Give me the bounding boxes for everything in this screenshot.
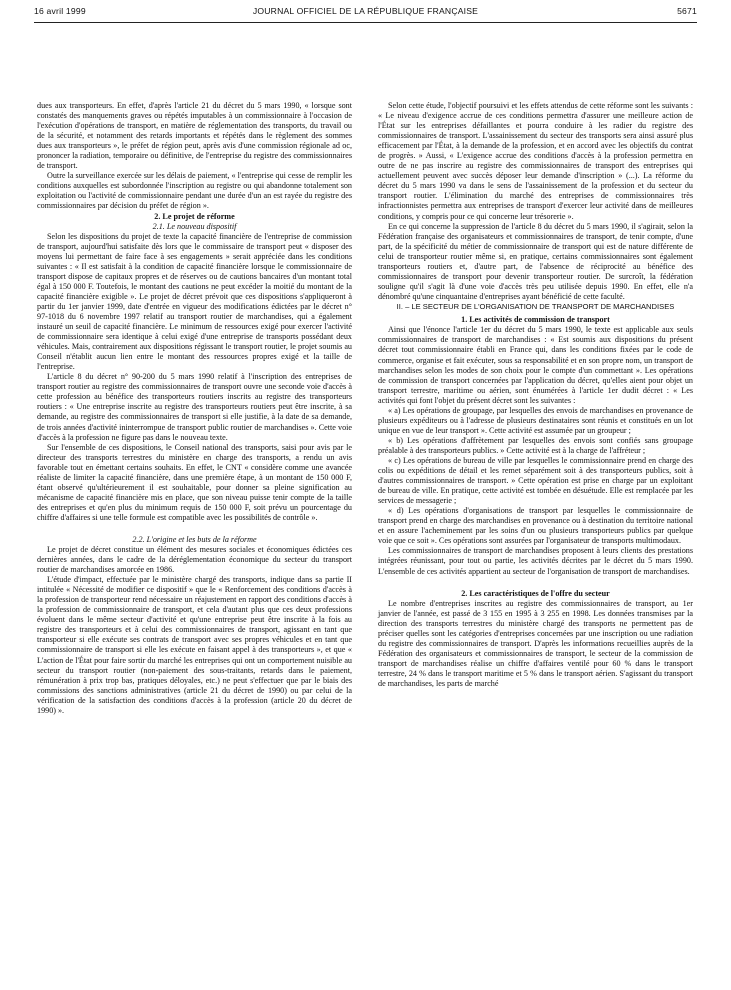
right-column	[378, 101, 693, 689]
paragraph: dues aux transporteurs. En effet, d'après l'article 21 du décret du 5 mars 1990, « lorsque sont constatés des manquements graves ou répétés imputables à un commissionnaire à l'occasion de l'exécution d'opérations de transport, en matière de réglementation des transports, du travail ou de la sécurité, et notamment des retards importants et répétés dans le règlement des sommes dues aux transporteurs », le préfet de région peut, après avis d'une commission régionale ad oc, prononcer la radiation, temporaire ou définitive, de l'entreprise du registre des commissionnaires de transport.	[37, 101, 352, 171]
paragraph: Le nombre d'entreprises inscrites au registre des commissionnaires de transport, au 1er janvier de l'année, est passé de 3 155 en 1995 à 3 255 en 1998. Les données transmises par la direction des transports terrestres du ministère chargé des transports ne permettent pas de préciser quelles sont les catégories d'entreprises concernées par une inscription ou une radiation du registre des commissionnaires de transport. D'après les informations recueillies auprès de la Fédération des organisateurs et commissionnaires de transport, le secteur de la commission de transport de marchandises réalise un chiffre d'affaires ventilé pour 60 % dans le transport terrestre, 24 % dans le transport maritime et 5 % dans le transport aérien. S'agissant du transport de marchandises, les parts de marché	[378, 598, 693, 688]
paragraph: Selon cette étude, l'objectif poursuivi et les effets attendus de cette réforme sont les suivants : « Le niveau d'exigence accrue de ces conditions permettra d'assurer une meilleure action de l'État sur les entreprises défaillantes et pourra conduire à les radier du registre des commissionnaires de transport. L'assainissement du secteur des transports sera ainsi assuré plus efficacement par l'État, à la demande de la profession, et en accord avec les objectifs du contrat de progrès. » Aussi, « L'exigence accrue des conditions d'accès à la profession permettra en outre de ne pas inscrire au registre des commissionnaires de transport des entreprises qui actuellement peuvent avec succès déposer leur demande d'inscription » (...). La réforme du décret du 5 mars 1990 va dans le sens de l'assainissement de la profession et du secteur du transport routier. L'élimination du marché des entreprises de commissionnaires très infractionnistes permettra aux entreprises de transport d'exercer leur activité dans de meilleures conditions, y compris pour ce qui concerne leur trésorerie ».	[378, 101, 693, 221]
section-heading: 2. Le projet de réforme	[154, 211, 235, 221]
paragraph: Sur l'ensemble de ces dispositions, le Conseil national des transports, saisi pour avis par le directeur des transports terrestres du ministère en charge des transports, a rendu un avis favorable tout en émettant certains souhaits. En effet, le CNT « considère comme une avancée réaliste de limiter la capacité financière, dans une première étape, à un montant de 150 000 F, étant observé qu'ultérieurement il est souhaitable, pour donner sa pleine signification au mécanisme de capacité financière mis en place, que son niveau puisse tenir compte de la taille des entreprises et qu'en plus du minimum requis de 150 000 F, soit prévu un pourcentage du chiffre d'affaires si une telle formule est compatible avec les possibilités de contrôle ».	[37, 442, 352, 522]
subsection-heading: 2.1. Le nouveau dispositif	[152, 221, 237, 231]
paragraph: Le projet de décret constitue un élément des mesures sociales et économiques édictées ces dernières années, dans le cadre de la déréglementation économique du secteur du transport routier de marchandises amorcée en 1986.	[37, 545, 352, 575]
paragraph: Ainsi que l'énonce l'article 1er du décret du 5 mars 1990, le texte est applicable aux seuls commissionnaires de transport de marchandises : « Est soumis aux dispositions du présent décret tout commissionnaire établi en France qui, dans les conditions fixées par le code de commerce, organise et fait exécuter, sous sa responsabilité et en son propre nom, un transport de marchandises selon les modes de son choix pour le compte d'un commettant ». Les opérations de commission de transport concernées par l'application du décret, qu'elles aient pour objet un transport terrestre, maritime ou aérien, sont énumérées à l'article 1er dudit décret : « Les activités qui font l'objet du présent décret sont les suivantes :	[378, 325, 693, 405]
section-heading: 1. Les activités de commission de transport	[461, 315, 610, 325]
paragraph: Les commissionnaires de transport de marchandises proposent à leurs clients des prestations intégrées réunissant, pour tout ou partie, les activités décrites par le décret du 5 mars 1990. L'ensemble de ces activités appartient au secteur de l'organisation de transport de marchandises.	[378, 546, 693, 576]
paragraph: En ce qui concerne la suppression de l'article 8 du décret du 5 mars 1990, il s'agirait, selon la Fédération française des organisateurs et commissionnaires de transport, de tenir compte, d'une part, de la spécificité du métier de commissionnaire de transport qui est de nature différente de celui de transporteur routier même si, en pratique, certains commissionnaires sont également transporteurs routiers et, d'autre part, de l'absence de réciprocité au bénéfice des commissionnaires de transport pour devenir transporteur routier. De surcroît, la fédération souligne qu'il s'agit là d'une voie d'accès très peu utilisée depuis 1990. En effet, elle n'a dénombré qu'une cinquantaine d'entreprises ayant bénéficié de cette faculté.	[378, 221, 693, 301]
header-page-number: 5671	[677, 6, 697, 16]
page-header	[34, 6, 697, 20]
list-item: « d) Les opérations d'organisations de transport par lesquelles le commissionnaire de transport prend en charge des marchandises en provenance ou à destination du territoire national et en assure l'acheminement par les soins d'un ou plusieurs transporteurs publics par quelque voie que ce soit ». Ces opérations sont assurées par l'organisateur de transports multimodaux.	[378, 506, 693, 546]
header-journal-title: JOURNAL OFFICIEL DE LA RÉPUBLIQUE FRANÇAISE	[252, 6, 479, 16]
left-column	[37, 101, 352, 716]
header-rule	[34, 22, 697, 23]
paragraph: L'étude d'impact, effectuée par le ministère chargé des transports, indique dans sa partie II intitulée « Nécessité de modifier ce dispositif » que le « Renforcement des conditions d'accès à la profession de transporteur rend nécessaire un réajustement en rapport des conditions d'accès à la profession de commissionnaire de transport, et cela d'autant plus que ces deux professions évoluent dans le même secteur d'activité et qu'une entreprise peut être inscrite à la fois au registre des transporteurs et à celui des commissionnaires de transport, agissant en tant que transporteur si elle exécute ses contrats de transport avec ses propres véhicules et en tant que commissionnaire de transport si elle les exécute en faisant appel à des transporteurs », et que « L'action de l'État pour faire sortir du marché les entreprises qui ont un comportement nuisible au secteur du transport routier (non-paiement des sous-traitants, retards dans le paiement, rémunération à prix trop bas, pratiques déloyales, etc.) ne peut s'effectuer que par le biais des commissions des sanctions administratives (article 21 du décret de 1990) ou par celui de la vérification de la satisfaction des conditions d'accès à la profession (article 20 du décret de 1990) ».	[37, 575, 352, 715]
list-item: « c) Les opérations de bureau de ville par lesquelles le commissionnaire prend en charge des colis ou expéditions de détail et les remet séparément soit à des transporteurs publics, soit à d'autres commissionnaires de transport. » Cette opération est prise en charge par un exploitant de bureau de ville. En pratique, cette activité est tombée en désuétude. Elle est remplacée par les services de messagerie ;	[378, 456, 693, 506]
paragraph: Selon les dispositions du projet de texte la capacité financière de l'entreprise de commission de transport, aujourd'hui satisfaite dès lors que le commissaire de transport peut « disposer des moyens lui permettant de faire face à ses engagements » serait appréciée dans les conditions suivantes : « Il est satisfait à la condition de capacité financière lorsque le commissionnaire de transport dispose de capitaux propres et de réserves ou de cautions bancaires d'un montant total égal à 150 000 F. Toutefois, le montant des cautions ne peut excéder la moitié du montant de la capacité financière exigible ». Le projet de décret prévoit que ces dispositions s'appliqueront à partir du 1er janvier 1999, date d'entrée en vigueur des modifications édictées par le décret n° 97-1018 du 6 novembre 1997 relatif au transport routier de marchandises, qui a également instauré un seuil de capacité financière. Le minimum de ressources exigé pour exercer l'activité de commissionnaire sera identique à celui exigé d'une entreprise de transports possédant deux véhicules. Mais, contrairement aux dispositions régissant le transport routier, le projet soumis au Conseil n'établit aucun lien entre le montant des ressources propres exigé et la taille de l'entreprise.	[37, 231, 352, 372]
list-item: « b) Les opérations d'affrètement par lesquelles des envois sont confiés sans groupage préalable à des transporteurs publics. » Cette activité est à la charge de l'affréteur ;	[378, 435, 693, 455]
list-item: « a) Les opérations de groupage, par lesquelles des envois de marchandises en provenance de plusieurs expéditeurs ou à l'adresse de plusieurs destinataires sont réunis et constitués en un lot unique en vue de leur transport ». Cette activité est assumée par un groupeur ;	[378, 405, 693, 435]
subsection-heading: 2.2. L'origine et les buts de la réforme	[132, 534, 257, 544]
part-heading: II. – LE SECTEUR DE L'ORGANISATION DE TRANSPORT DE MARCHANDISES	[396, 301, 675, 311]
section-heading: 2. Les caractéristiques de l'offre du secteur	[461, 588, 610, 598]
header-date: 16 avril 1999	[34, 6, 86, 16]
paragraph: Outre la surveillance exercée sur les délais de paiement, « l'entreprise qui cesse de remplir les conditions auxquelles est subordonnée l'inscription au registre ou qui abandonne totalement son exploitation ou l'activité de commissionnaire pendant une durée d'un an est rayée du registre des commissionnaires par décision du préfet de région ».	[37, 171, 352, 211]
paragraph: L'article 8 du décret n° 90-200 du 5 mars 1990 relatif à l'inscription des entreprises de transport routier au registre des commissionnaires de transport ouvre une seconde voie d'accès à cette profession au bénéfice des transporteurs routiers inscrits au registre des transporteurs routiers : « Une entreprise inscrite au registre des transporteurs routiers peut être inscrite, à sa demande, au registre des commissionnaires de transport si elle justifie, à la date de sa demande, de trois années d'activité ininterrompue de transport public routier de marchandises ». Cette voie d'accès à la profession ne figure pas dans le nouveau texte.	[37, 372, 352, 442]
